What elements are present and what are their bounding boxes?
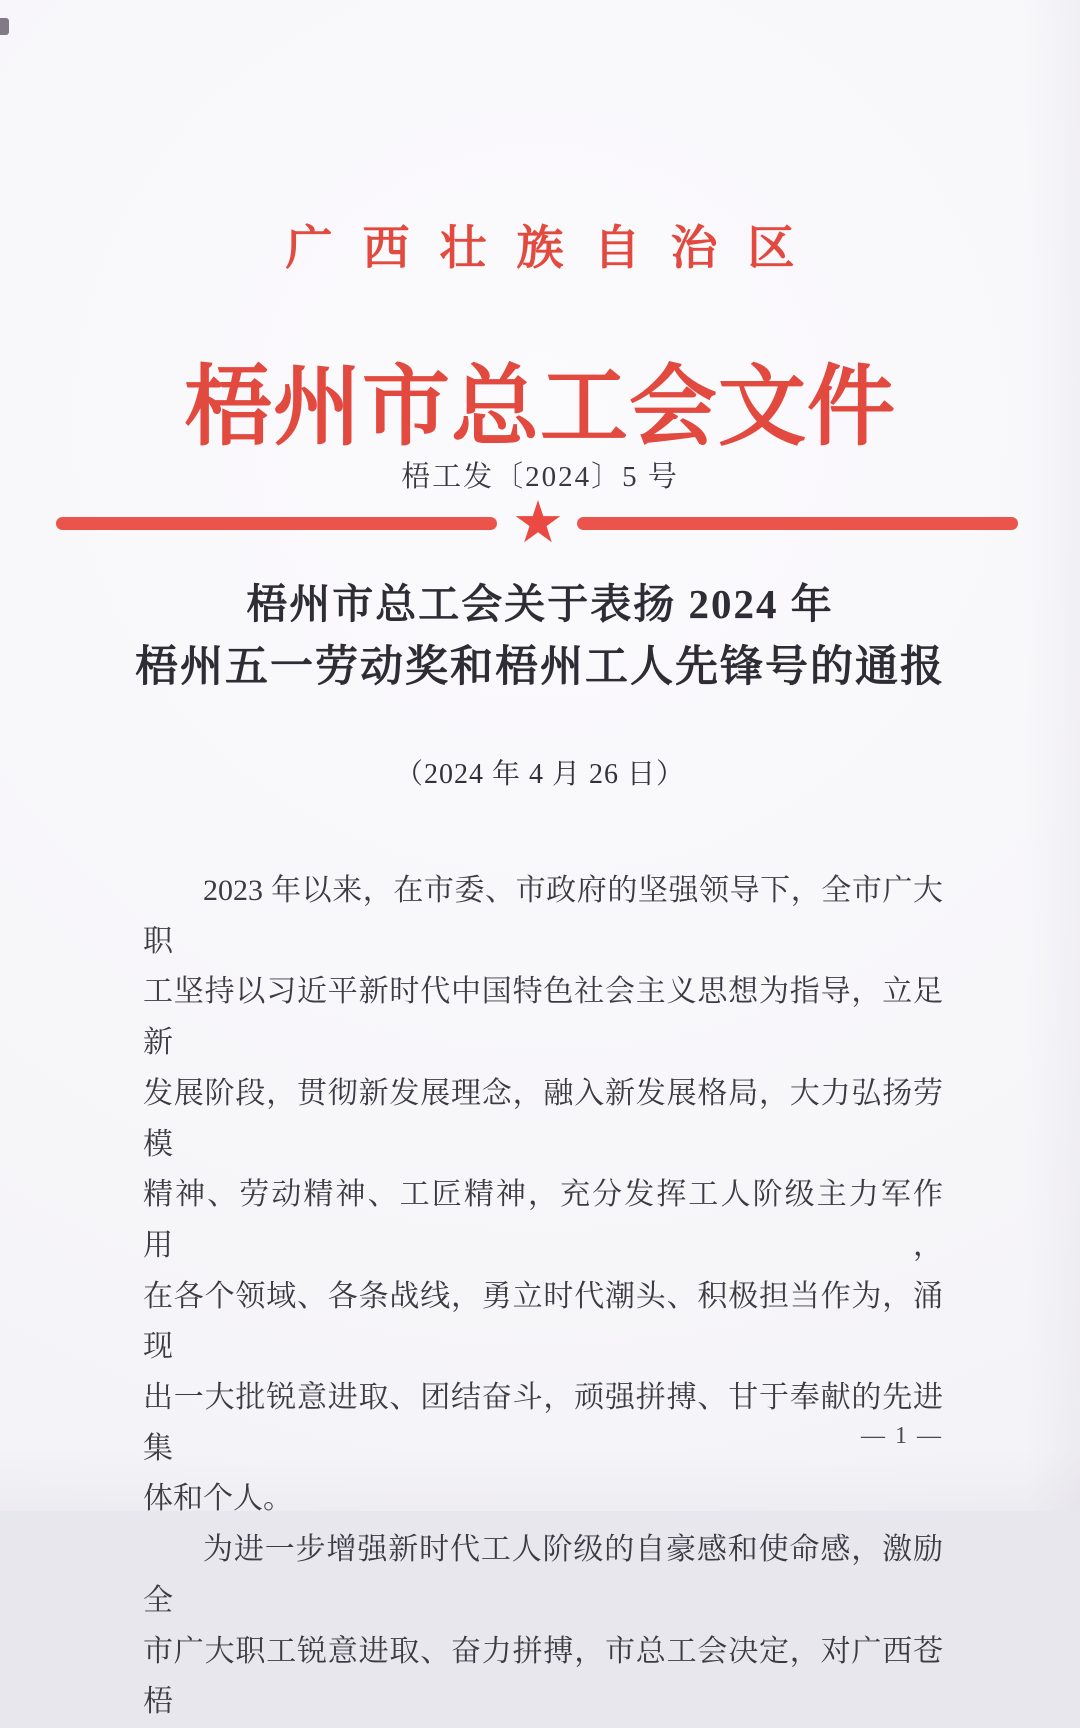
- document-body: [143, 866, 943, 1728]
- issuing-region-title: 广西壮族自治区: [285, 223, 825, 275]
- body-line: 市广大职工锐意进取、奋力拼搏，市总工会决定，对广西苍梧: [143, 1634, 943, 1719]
- star-icon: ★: [512, 488, 564, 556]
- body-line: 发展阶段，贯彻新发展理念，融入新发展格局，大力弘扬劳模: [143, 1076, 943, 1161]
- document-title-line2: 梧州五一劳动奖和梧州工人先锋号的通报: [135, 644, 945, 691]
- document-date: （2024 年 4 月 26 日）: [394, 759, 685, 790]
- document-number: 梧工发〔2024〕5 号: [401, 461, 679, 493]
- scan-artifact: [0, 18, 9, 35]
- document-header-title: 梧州市总工会文件: [183, 360, 896, 457]
- body-line: 2023 年以来，在市委、市政府的坚强领导下，全市广大职: [143, 874, 943, 958]
- body-line: 在各个领域、各条战线，勇立时代潮头、积极担当作为，涌现: [143, 1279, 943, 1364]
- divider-line-right: [577, 517, 1018, 530]
- red-divider: [0, 488, 1080, 558]
- body-line: 出一大批锐意进取、团结奋斗，顽强拼搏、甘于奉献的先进集: [143, 1381, 943, 1465]
- page-number: — 1 —: [861, 1423, 943, 1449]
- divider-line-left: [56, 517, 497, 530]
- document-title-line1: 梧州市总工会关于表扬 2024 年: [246, 581, 834, 627]
- body-line: 为进一步增强新时代工人阶级的自豪感和使命感，激励全: [143, 1533, 943, 1617]
- body-line: 精神、劳动精神、工匠精神，充分发挥工人阶级主力军作用，: [143, 1178, 943, 1262]
- body-line: 体和个人。: [143, 1482, 293, 1516]
- body-line: 工坚持以习近平新时代中国特色社会主义思想为指导，立足新: [143, 975, 943, 1060]
